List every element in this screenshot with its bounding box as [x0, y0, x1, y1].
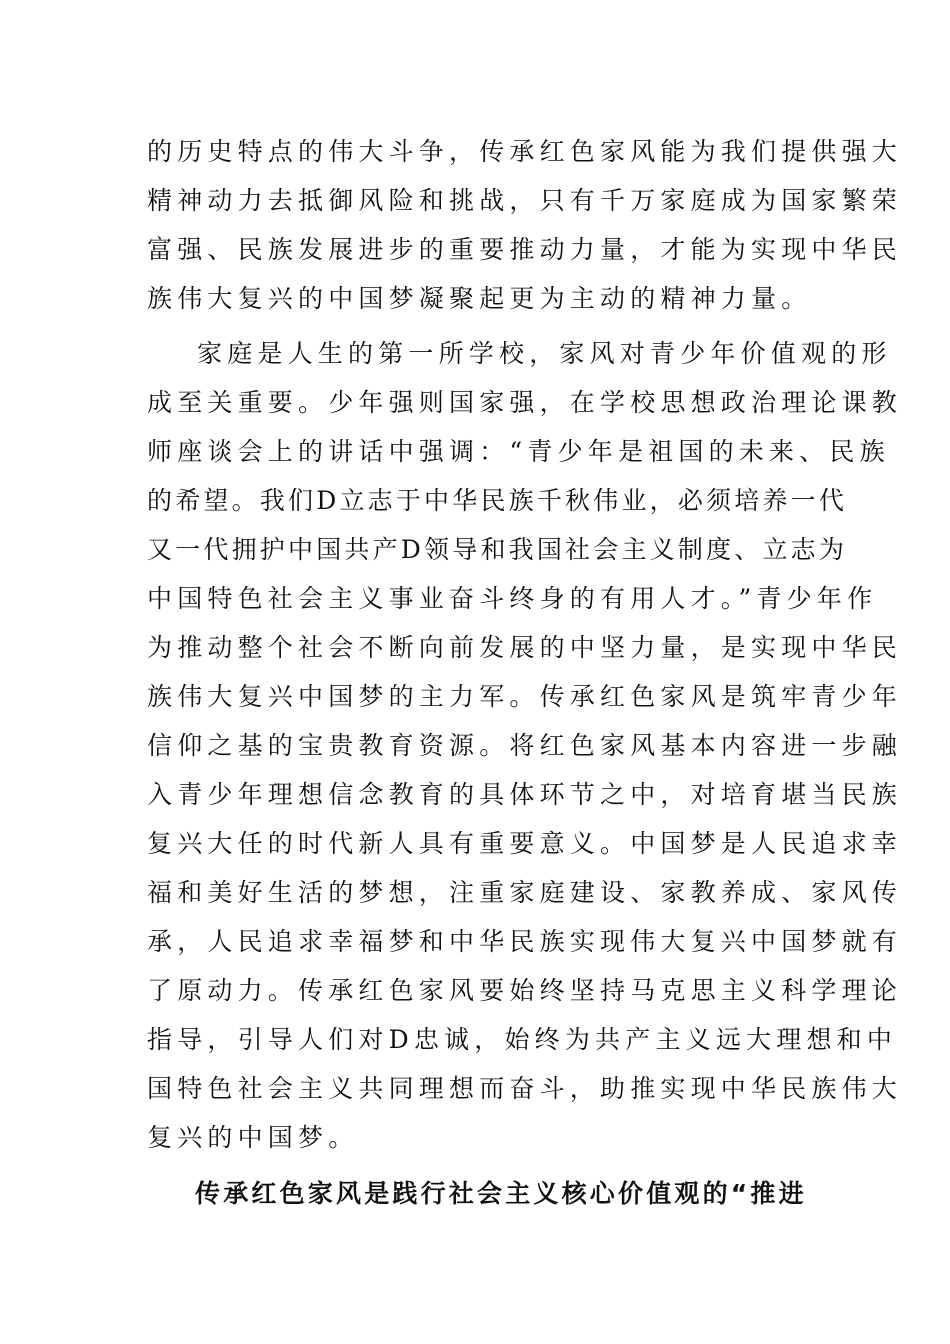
paragraph-2-line-13: 承，人民追求幸福梦和中华民族实现伟大复兴中国梦就有: [147, 927, 903, 956]
paragraph-2-line-1: 家庭是人生的第一所学校，家风对青少年价值观的形: [197, 339, 892, 368]
paragraph-2-line-3: 师座谈会上的讲话中强调：“青少年是祖国的未来、民族: [147, 437, 890, 466]
paragraph-2-line-8: 族伟大复兴中国梦的主力军。传承红色家风是筑牢青少年: [147, 682, 903, 711]
paragraph-1-line-2: 精神动力去抵御风险和挑战，只有千万家庭成为国家繁荣: [147, 186, 903, 215]
paragraph-1-line-3: 富强、民族发展进步的重要推动力量，才能为实现中华民: [147, 235, 903, 264]
section-heading: 传承红色家风是践行社会主义核心价值观的“推进: [195, 1179, 807, 1208]
paragraph-2-line-4: 的希望。我们D立志于中华民族千秋伟业，必须培养一代: [147, 486, 848, 515]
paragraph-2-line-15: 指导，引导人们对D忠诚，始终为共产主义远大理想和中: [147, 1025, 898, 1054]
paragraph-2-line-9: 信仰之基的宝贵教育资源。将红色家风基本内容进一步融: [147, 731, 903, 760]
paragraph-2-line-2: 成至关重要。少年强则国家强，在学校思想政治理论课教: [147, 388, 903, 417]
paragraph-2-line-17: 复兴的中国梦。: [147, 1123, 359, 1152]
paragraph-1-line-4: 族伟大复兴的中国梦凝聚起更为主动的精神力量。: [147, 284, 812, 313]
paragraph-2-line-6: 中国特色社会主义事业奋斗终身的有用人才。”青少年作: [147, 584, 878, 613]
paragraph-2-line-7: 为推动整个社会不断向前发展的中坚力量，是实现中华民: [147, 633, 903, 662]
paragraph-2-line-16: 国特色社会主义共同理想而奋斗，助推实现中华民族伟大: [147, 1074, 903, 1103]
paragraph-2-line-12: 福和美好生活的梦想，注重家庭建设、家教养成、家风传: [147, 878, 903, 907]
paragraph-2-line-14: 了原动力。传承红色家风要始终坚持马克思主义科学理论: [147, 976, 903, 1005]
paragraph-1-line-1: 的历史特点的伟大斗争，传承红色家风能为我们提供强大: [147, 137, 903, 166]
paragraph-2-line-5: 又一代拥护中国共产D领导和我国社会主义制度、立志为: [147, 535, 848, 564]
paragraph-2-line-10: 入青少年理想信念教育的具体环节之中，对培育堪当民族: [147, 780, 903, 809]
paragraph-2-line-11: 复兴大任的时代新人具有重要意义。中国梦是人民追求幸: [147, 829, 903, 858]
